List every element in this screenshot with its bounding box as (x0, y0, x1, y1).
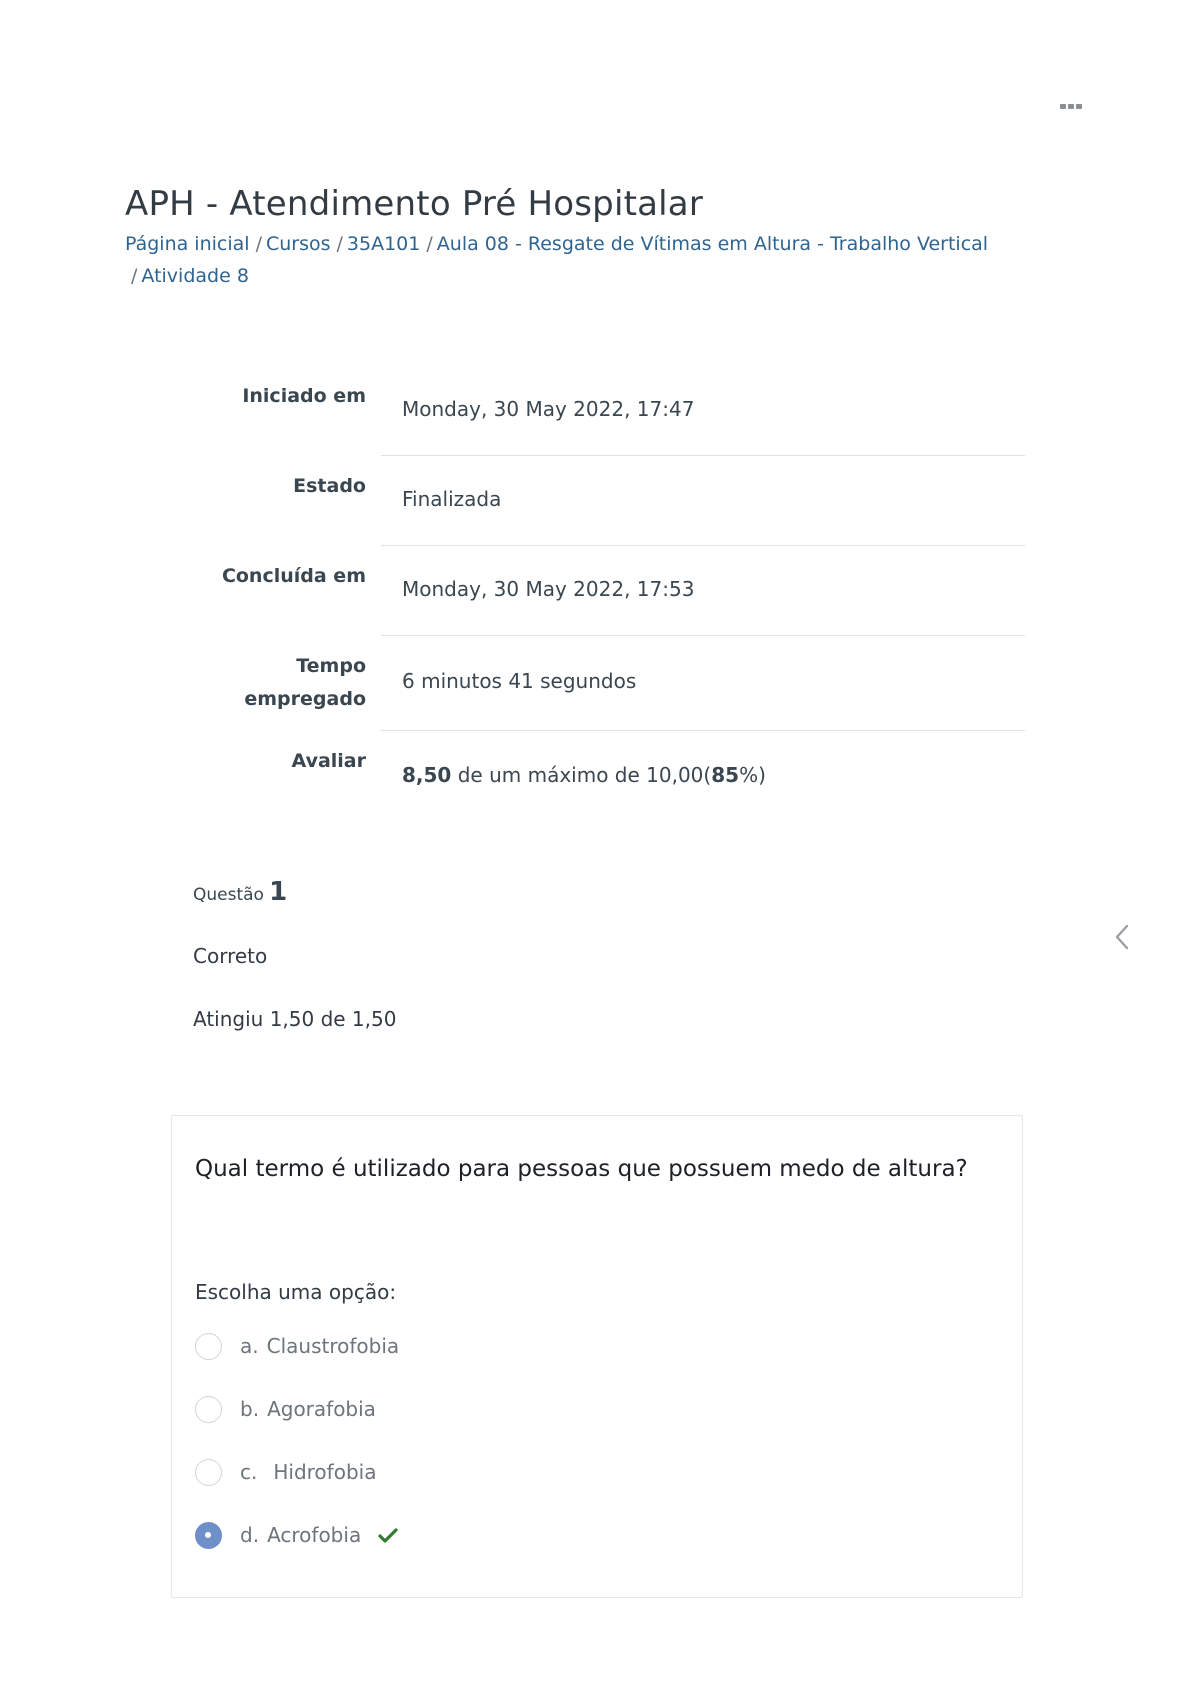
time-value: 6 minutos 41 segundos (402, 669, 637, 693)
breadcrumb-courses[interactable]: Cursos (265, 233, 331, 255)
row-divider (381, 635, 1025, 636)
row-divider (381, 730, 1025, 731)
question-content (171, 1115, 1023, 1598)
question-label: Questão (193, 885, 264, 905)
answer-option-b[interactable] (195, 1395, 595, 1427)
breadcrumb-activity[interactable]: Atividade 8 (141, 265, 249, 287)
question-grade: Atingiu 1,50 de 1,50 (193, 1007, 397, 1031)
question-number-value: 1 (269, 877, 288, 907)
grade-value (402, 763, 766, 787)
radio-button[interactable] (195, 1333, 222, 1360)
answer-prompt: Escolha uma opção: (195, 1280, 397, 1304)
answer-option-label: d. Acrofobia (240, 1523, 362, 1547)
breadcrumb-home[interactable]: Página inicial (125, 233, 250, 255)
state-label: Estado (293, 475, 366, 497)
radio-button-selected[interactable] (195, 1522, 222, 1549)
ellipsis-icon[interactable] (1060, 100, 1084, 112)
answer-option-a[interactable] (195, 1332, 595, 1364)
checkmark-icon (378, 1527, 398, 1545)
breadcrumb-separator: / (255, 233, 262, 255)
breadcrumb-separator: / (336, 233, 343, 255)
question-number (193, 877, 287, 907)
breadcrumb-section[interactable]: Aula 08 - Resgate de Vítimas em Altura - Trabalho Vertical (436, 233, 989, 255)
page-title: APH - Atendimento Pré Hospitalar (125, 184, 704, 224)
row-divider (381, 545, 1025, 546)
answer-option-c[interactable] (195, 1458, 595, 1490)
answer-option-d[interactable] (195, 1521, 595, 1553)
time-label-line-2: empregado (244, 688, 366, 710)
breadcrumb-separator: / (131, 265, 138, 287)
completed-label: Concluída em (221, 565, 366, 587)
answer-option-label: a. Claustrofobia (240, 1334, 400, 1358)
grade-label: Avaliar (291, 750, 366, 772)
grade-percent: 85 (711, 763, 740, 787)
chevron-left-icon[interactable] (1112, 922, 1132, 952)
radio-button[interactable] (195, 1396, 222, 1423)
started-label: Iniciado em (242, 385, 366, 407)
answer-option-label: b. Agorafobia (240, 1397, 376, 1421)
grade-middle: de um máximo de 10,00( (451, 763, 712, 787)
grade-suffix: %) (739, 763, 766, 787)
completed-value: Monday, 30 May 2022, 17:53 (402, 577, 695, 601)
state-value: Finalizada (402, 487, 502, 511)
breadcrumb (125, 228, 1045, 292)
started-value: Monday, 30 May 2022, 17:47 (402, 397, 695, 421)
time-label (140, 650, 366, 716)
breadcrumb-separator: / (426, 233, 433, 255)
question-state: Correto (193, 944, 268, 968)
breadcrumb-course[interactable]: 35A101 (346, 233, 421, 255)
answer-option-label: c. Hidrofobia (240, 1460, 377, 1484)
grade-score: 8,50 (402, 763, 452, 787)
row-divider (381, 455, 1025, 456)
time-label-line-1: Tempo (296, 655, 366, 677)
question-text: Qual termo é utilizado para pessoas que possuem medo de altura? (195, 1156, 968, 1182)
radio-button[interactable] (195, 1459, 222, 1486)
